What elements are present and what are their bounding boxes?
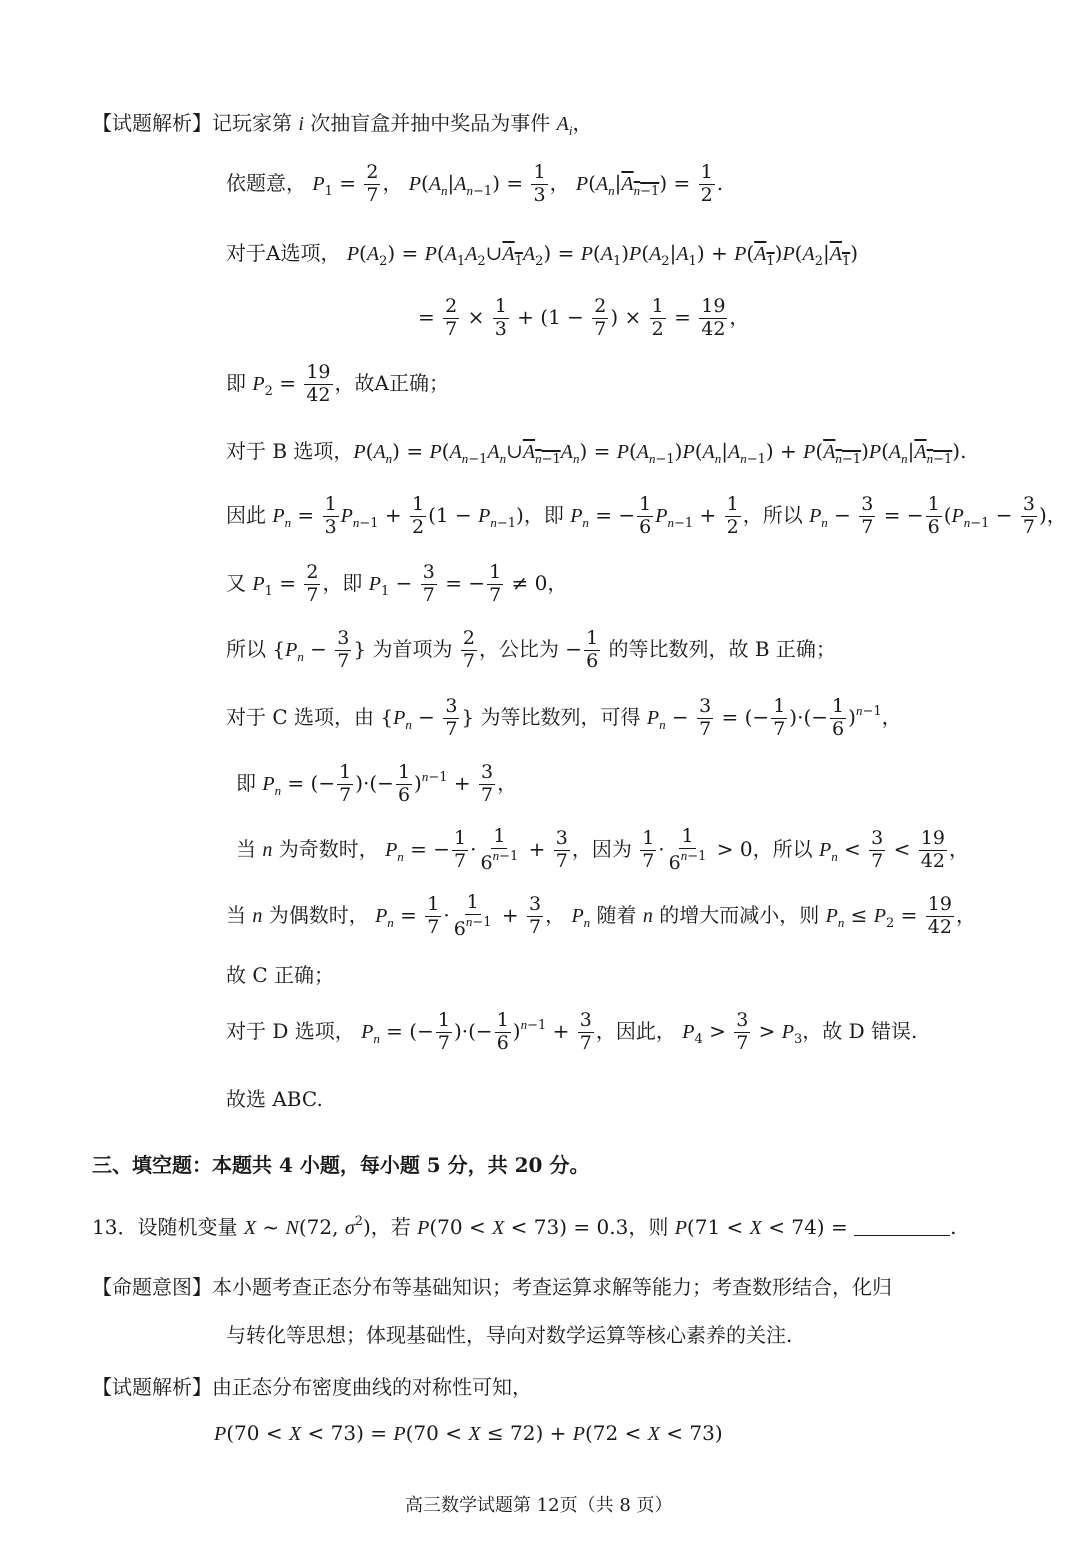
given-line: 依题意， $P_1$ = $\frac{2}{7}$ ， $P(A_n|A_{n-1})$ = $\frac{1}{3}$ ， $P(A_n|A_{n-1})$ = $\frac{1}{2}$ . [226, 161, 724, 206]
q13-solution-line: 【试题解析】由正态分布密度曲线的对称性可知， [92, 1375, 532, 1399]
option-c-line: 对于 C 选项，由 {$P_n$ − $\frac{3}{7}$ } 为等比数列，可得 $P_n$ − $\frac{3}{7}$ = (− $\frac{1}{7}$ )·(− $\frac{1}{6}$ )$^{n-1}$， [226, 695, 902, 740]
general-term-line: 即 $P_n$ = (− $\frac{1}{7}$ )·(− $\frac{1}{6}$ )$^{n-1}$ + $\frac{3}{7}$ ， [236, 761, 518, 806]
question-13: 13．设随机变量 X ~ N(72, $\sigma^2$)，若 P(70 < X < 73) = 0.3，则 P(71 < X < 74) = . [92, 1214, 957, 1239]
option-a-conclusion: 即 $P_2$ = $\frac{19}{42}$ ，故A正确； [226, 361, 449, 406]
q13-intent-line-2: 与转化等思想；体现基础性，导向对数学运算等核心素养的关注. [226, 1323, 793, 1347]
intent-label: 【命题意图】 [92, 1275, 212, 1299]
option-b-line: 对于 B 选项，$P(A_n)$ = $P(A_{n-1}A_n\cup A_{n-1}A_n) = P(A_{n-1})P(A_n|A_{n-1}) + P(A_{n-1})P(A_n|A_{n-1})$. [226, 439, 967, 467]
odd-case-line: 当 n 为奇数时， $P_n$ = − $\frac{1}{7}$ · $\frac{1}{6^{n-1}}$ + $\frac{3}{7}$ ，因为 $\frac{1}{7}$ · $\frac{1}{6^{n-1}}$ > 0，所以 $P_n$ < $\frac{3}{7}$ < $\frac{19}{42}$ ， [236, 825, 969, 874]
solution-intro: 【试题解析】记玩家第 i 次抽盲盒并抽中奖品为事件 $A_i$， [92, 111, 593, 138]
option-c-conclusion: 故 C 正确； [226, 963, 335, 987]
option-a-line: 对于A选项， $P(A_2)$ = $P(A_1A_2\cup A_1A_2) = P(A_1)P(A_2|A_1) + P(A_1)P(A_2|A_1)$ [226, 241, 859, 269]
solution-label-2: 【试题解析】 [92, 1375, 212, 1399]
option-a-calc: = $\frac{2}{7}$ × $\frac{1}{3}$ + (1 − $\frac{2}{7}$ ) × $\frac{1}{2}$ = $\frac{19}{42}$ ， [418, 295, 750, 340]
even-case-line: 当 n 为偶数时， $P_n$ = $\frac{1}{7}$ · $\frac{1}{6^{n-1}}$ + $\frac{3}{7}$ ， $P_n$ 随着 n 的增大而减小，则 $P_n \le P_2$ = $\frac{19}{42}$ ， [226, 891, 976, 940]
final-choice: 故选 ABC. [226, 1087, 323, 1111]
q13-formula: P(70 < X < 73) = P(70 < X ≤ 72) + P(72 < X < 73) [214, 1421, 723, 1445]
solution-label: 【试题解析】 [92, 111, 212, 135]
section-three-heading: 三、填空题：本题共 4 小题，每小题 5 分，共 20 分。 [92, 1153, 590, 1177]
answer-blank [854, 1217, 950, 1236]
page-footer: 高三数学试题第 12页（共 8 页） [405, 1495, 673, 1516]
initial-term-line: 又 $P_1$ = $\frac{2}{7}$ ，即 $P_1$ − $\frac{3}{7}$ = − $\frac{1}{7}$ ≠ 0， [226, 561, 568, 606]
recurrence-line: 因此 $P_n$ = $\frac{1}{3}$ $P_{n-1}$ + $\frac{1}{2}$ $(1 - P_{n-1})$，即 $P_n$ = − $\frac{1}{6}$ $P_{n-1}$ + $\frac{1}{2}$ ，所以 $P_n$ − $\frac{3}{7}$ = − $\frac{1}{6}$ ($P_{n-1}$ − $\frac{3}{7}$ )， [226, 493, 1067, 538]
option-d-line: 对于 D 选项， $P_n$ = (− $\frac{1}{7}$ )·(− $\frac{1}{6}$ )$^{n-1}$ + $\frac{3}{7}$ ，因此， $P_4$ > $\frac{3}{7}$ > $P_3$，故 D 错误. [226, 1009, 918, 1054]
option-b-conclusion: 所以 {$P_n$ − $\frac{3}{7}$ } 为首项为 $\frac{2}{7}$ ，公比为 − $\frac{1}{6}$ 的等比数列，故 B 正确； [226, 627, 836, 672]
q13-intent-line-1: 【命题意图】本小题考查正态分布等基础知识；考查运算求解等能力；考查数形结合，化归 [92, 1275, 892, 1299]
